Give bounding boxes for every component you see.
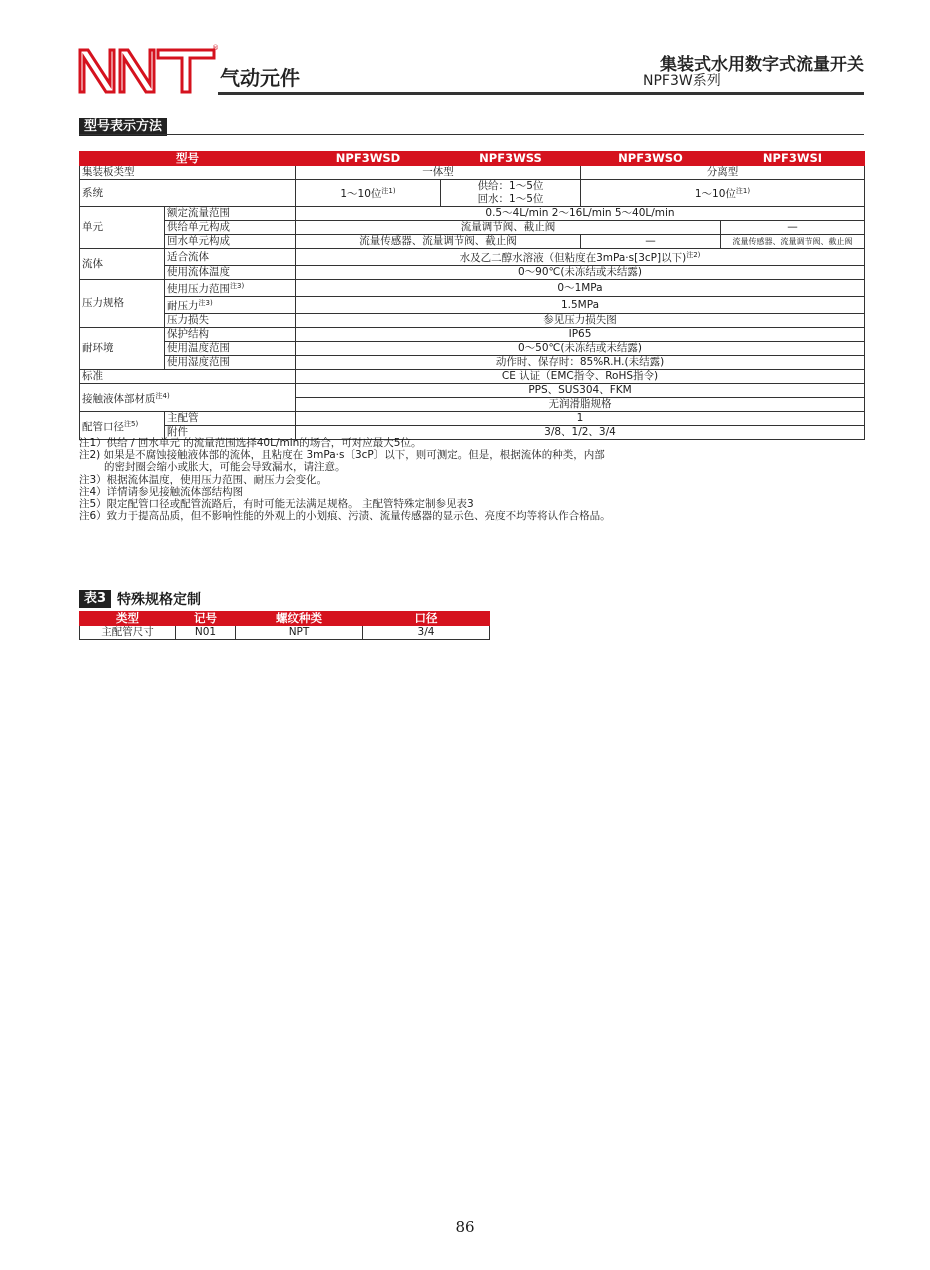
cell: 0.5～4L/min 2～16L/min 5～40L/min [296,207,865,221]
row-sublabel: 供给单元构成 [165,221,296,235]
row-sublabel: 使用流体温度 [165,266,296,280]
header-cell: 记号 [176,612,236,626]
row-sublabel: 回水单元构成 [165,235,296,249]
header-model: 型号 [80,152,296,166]
table-row [80,221,865,235]
cell: 0～50℃(未冻结或未结露) [296,342,865,356]
row-sublabel: 保护结构 [165,328,296,342]
table-row [80,412,865,426]
cell: — [581,235,721,249]
row-sublabel: 适合流体 [165,249,296,266]
cell: 3/8、1/2、3/4 [296,426,865,440]
cell: PPS、SUS304、FKM [296,384,865,398]
row-sublabel: 额定流量范围 [165,207,296,221]
header-npf3wss: NPF3WSS [441,152,581,166]
table-row [80,266,865,280]
cell: 参见压力损失图 [296,314,865,328]
cell: 一体型 [296,166,581,180]
cell: 1 [296,412,865,426]
cell: 1～10位$^{注1)}$ [581,180,865,207]
spec-table [79,151,865,440]
section-divider [79,134,864,135]
row-label: 耐环境 [80,328,165,370]
row-sublabel: 主配管 [165,412,296,426]
cell: 0～1MPa [296,280,865,297]
header-npf3wsi: NPF3WSI [721,152,865,166]
row-label: 配管口径$^{注5)}$ [80,412,165,440]
footnote: 注6）致力于提高品质，但不影响性能的外观上的小划痕、污渍、流量传感器的显示色、亮度不均等将认作合格品。 [79,510,611,523]
cell: 无润滑脂规格 [296,398,865,412]
table-row [80,356,865,370]
row-label: 标准 [80,370,296,384]
cell: 主配管尺寸 [80,626,176,640]
table-row [80,166,865,180]
row-label: 流体 [80,249,165,280]
header-cell: 螺纹种类 [236,612,363,626]
table-row [80,342,865,356]
table-row [80,297,865,314]
cell: 1.5MPa [296,297,865,314]
row-sublabel: 使用温度范围 [165,342,296,356]
cell: NPT [236,626,363,640]
row-label: 单元 [80,207,165,249]
table-title: 特殊规格定制 [117,592,202,608]
table-header-row [80,152,865,166]
row-label: 压力规格 [80,280,165,328]
table-row [80,207,865,221]
row-label: 系统 [80,180,296,207]
header-npf3wso: NPF3WSO [581,152,721,166]
svg-text:®: ® [212,44,219,52]
series-name: NPF3W系列 [643,73,721,89]
footnote: 注4）详情请参见接触流体部结构图 [79,485,244,498]
cell: 0～90℃(未冻结或未结露) [296,266,865,280]
row-sublabel: 使用压力范围$^{注3)}$ [165,280,296,297]
cell: N01 [176,626,236,640]
cell: 流量调节阀、截止阀 [296,221,721,235]
header-cell: 口径 [363,612,490,626]
row-sublabel: 耐压力$^{注3)}$ [165,297,296,314]
table-tag: 表3 [79,590,111,608]
cell: IP65 [296,328,865,342]
footnote: 注3）根据流体温度，使用压力范围、耐压力会变化。 [79,473,328,486]
footnote: 注5）限定配管口径或配管流路后，有时可能无法满足规格。 主配管特殊定制参见表3 [79,498,474,511]
nnt-logo [78,44,218,94]
table-row [80,314,865,328]
page-number: 86 [455,1218,475,1236]
row-label: 集装板类型 [80,166,296,180]
cell: 流量传感器、流量调节阀、截止阀 [721,235,865,249]
row-sublabel: 使用湿度范围 [165,356,296,370]
row-sublabel: 附件 [165,426,296,440]
table-row [80,180,865,207]
footnote: 注2) 如果是不腐蚀接触液体部的流体，且粘度在 3mPa·s〔3cP〕以下，则可测定。但是，根据流体的种类，内部 [79,449,605,462]
table-row [80,384,865,398]
table-row [80,626,490,640]
cell: CE 认证（EMC指令、RoHS指令) [296,370,865,384]
cell: 流量传感器、流量调节阀、截止阀 [296,235,581,249]
document-title: 集装式水用数字式流量开关 [660,55,864,75]
cell: 水及乙二醇水溶液（但粘度在3mPa·s[3cP]以下)$^{注2)}$ [296,249,865,266]
special-spec-table [79,611,490,640]
cell: 3/4 [363,626,490,640]
header-divider [218,92,864,95]
table-row [80,235,865,249]
cell: 动作时、保存时：85%R.H.(未结露) [296,356,865,370]
row-label: 接触液体部材质$^{注4)}$ [80,384,296,412]
header-npf3wsd: NPF3WSD [296,152,441,166]
footnote: 注1）供给 / 回水单元 的流量范围选择40L/min的场合，可对应最大5位。 [79,437,422,449]
table-header-row [80,612,490,626]
footnote: 的密封圈会缩小或胀大，可能会导致漏水，请注意。 [104,461,346,474]
section-heading: 型号表示方法 [79,118,167,136]
table-row [80,249,865,266]
table-row [80,370,865,384]
table-row [80,328,865,342]
footnotes [79,437,611,522]
cell: 1～10位$^{注1)}$ [296,180,441,207]
logo-subtitle: 气动元件 [220,66,300,90]
cell: — [721,221,865,235]
table3-heading [79,589,201,609]
header-cell: 类型 [80,612,176,626]
table-row [80,280,865,297]
row-sublabel: 压力损失 [165,314,296,328]
cell: 分离型 [581,166,865,180]
cell: 供给：1～5位 回水：1～5位 [441,180,581,207]
